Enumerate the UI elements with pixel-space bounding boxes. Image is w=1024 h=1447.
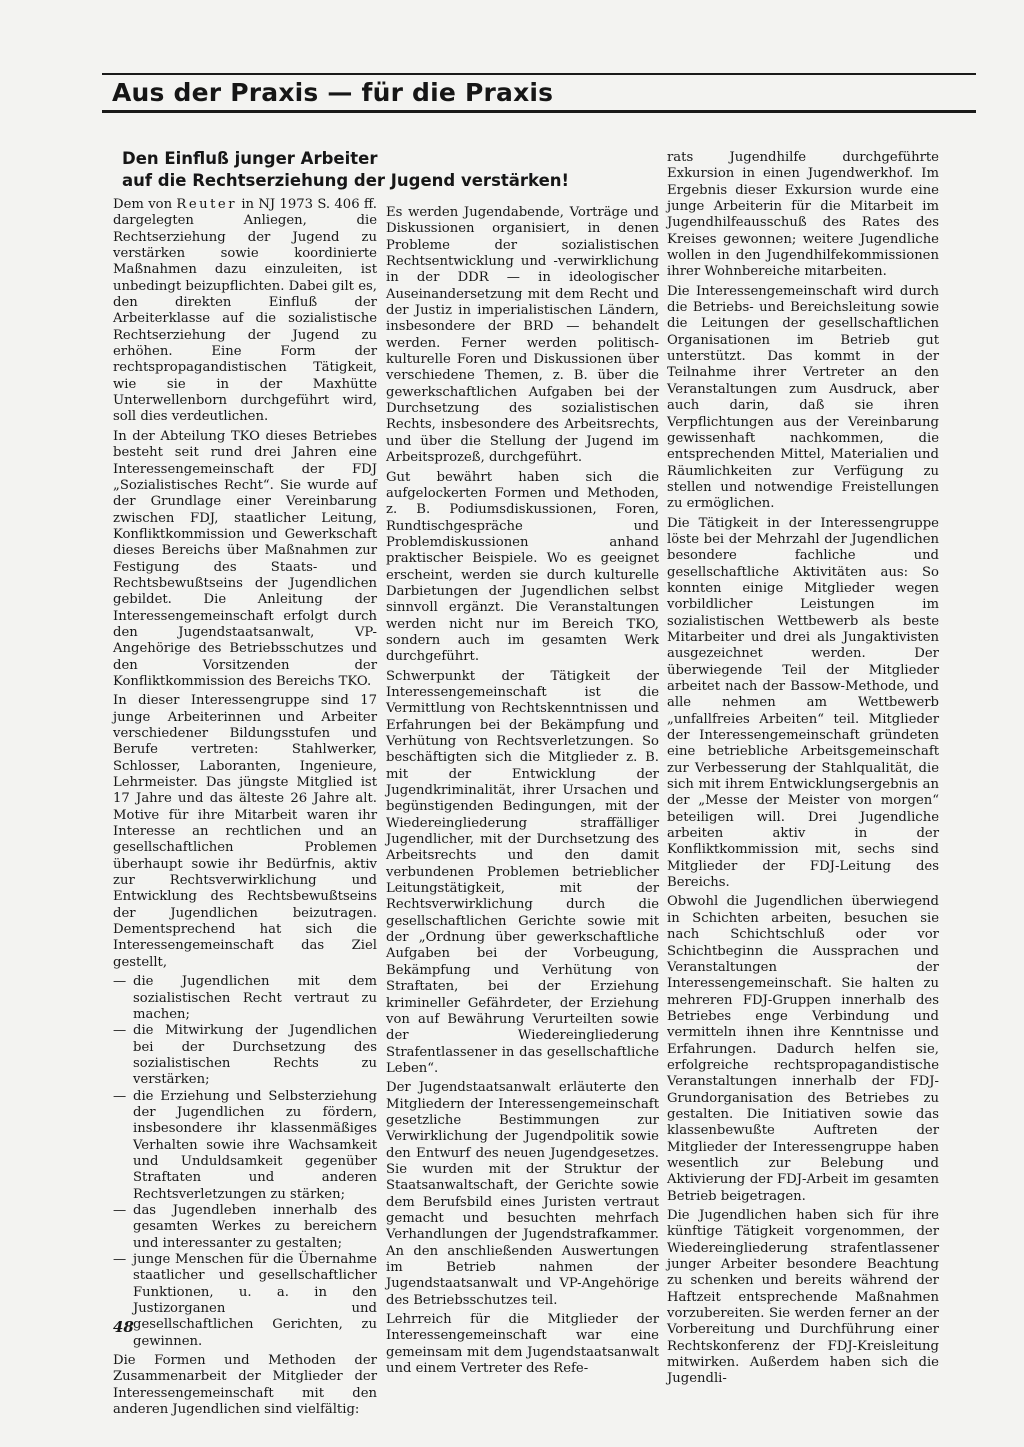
goals-list [113,974,377,1350]
list-item: — die Jugendlichen mit dem sozialistischen Recht vertraut zu machen; [113,974,377,1023]
list-item: — das Jugendleben innerhalb des gesamten Werkes zu bereichern und interessanter zu gestalten; [113,1203,377,1252]
section-banner-title: Aus der Praxis — für die Praxis [112,78,554,107]
paragraph: Es werden Jugendabende, Vorträge und Diskussionen organisiert, in denen Probleme der sozialistischen Rechtsentwicklung und -verwirklichung in der DDR — in ideologischer Auseinandersetzung mit dem Recht und der Justiz in imperialistischen Ländern, insbesondere der BRD — behandelt werden. Ferner werden politisch-kulturelle Foren und Diskussionen über verschiedene Themen, z. B. über die gewerkschaftlichen Aufgaben bei der Durchsetzung des sozialistischen Rechts, insbesondere des Arbeitsrechts, und über die Stellung der Jugend im Arbeitsprozeß, durchgeführt. [386,205,659,466]
page-number: 48 [113,1318,134,1336]
paragraph [113,197,377,426]
section-banner [102,73,976,113]
article-title-line-1: Den Einfluß junger Arbeiter [122,149,378,168]
paragraph: In dieser Interessengruppe sind 17 junge Arbeiterinnen und Arbeiter verschiedener Bildungsstufen und Berufe vertreten: Stahlwerker, Schlosser, Laboranten, Ingenieure, Lehrmeister. Das jüngste Mitglied ist 17 Jahre und das älteste 26 Jahre alt. Motive für ihre Mitarbeit waren ihr Interesse an rechtlichen und an gesellschaftlichen Problemen überhaupt sowie ihr Bedürfnis, aktiv zur Rechtsverwirklichung und Entwicklung des Rechtsbewußtseins der Jugendlichen beizutragen. Dementsprechend hat sich die Interessengemeinschaft das Ziel gestellt, [113,693,377,970]
article-title-line-2: auf die Rechtserziehung der Jugend verstärken! [122,171,570,190]
paragraph: Die Jugendlichen haben sich für ihre künftige Tätigkeit vorgenommen, der Wiedereingliederung strafentlassener junger Arbeiter besondere Beachtung zu schenken und bereits während der Haftzeit entsprechende Maßnahmen vorzubereiten. Sie werden ferner an der Vorbereitung und Durchführung einer Rechtskonferenz der FDJ-Kreisleitung mitwirken. Außerdem haben sich die Jugendli- [667,1208,939,1387]
list-item: — die Erziehung und Selbsterziehung der Jugendlichen zu fördern, insbesondere ihr klassenmäßiges Verhalten sowie ihre Wachsamkeit und Unduldsamkeit gegenüber Straftaten und anderen Rechtsverletzungen zu stärken; [113,1089,377,1203]
paragraph: Schwerpunkt der Tätigkeit der Interessengemeinschaft ist die Vermittlung von Rechtskenntnissen und Erfahrungen bei der Bekämpfung und Verhütung von Rechtsverletzungen. So beschäftigten sich die Mitglieder z. B. mit der Entwicklung der Jugendkriminalität, ihrer Ursachen und begünstigenden Bedingungen, mit der Wiedereingliederung straffälliger Jugendlicher, mit der Durchsetzung des Arbeitsrechts und den damit verbundenen Problemen betrieblicher Leitungstätigkeit, mit der Rechtsverwirklichung durch die gesellschaftlichen Gerichte sowie mit der „Ordnung über gewerkschaftliche Aufgaben bei der Vorbeugung, Bekämpfung und Verhütung von Straftaten, bei der Erziehung krimineller Gefährdeter, der Erziehung von auf Bewährung Verurteilten sowie der Wiedereingliederung Strafentlassener in das gesellschaftliche Leben“. [386,668,659,1076]
paragraph: Die Interessengemeinschaft wird durch die Betriebs- und Bereichsleitung sowie die Leitungen der gesellschaftlichen Organisationen im Betrieb gut unterstützt. Das kommt in der Teilnahme ihrer Vertreter an den Veranstaltungen zum Ausdruck, aber auch darin, daß sie ihren Verpflichtungen aus der Vereinbarung gewissenhaft nachkommen, die entsprechenden Mittel, Materialien und Räumlichkeiten zur Verfügung zu stellen und notwendige Freistellungen zu ermöglichen. [667,283,939,512]
list-item: — die Mitwirkung der Jugendlichen bei der Durchsetzung des sozialistischen Rechts zu verstärken; [113,1023,377,1088]
paragraph: In der Abteilung TKO dieses Betriebes besteht seit rund drei Jahren eine Interessengemeinschaft der FDJ „Sozialistisches Recht“. Sie wurde auf der Grundlage einer Vereinbarung zwischen FDJ, staatlicher Leitung, Konfliktkommission und Gewerkschaft dieses Bereichs über Maßnahmen zur Festigung des Staats- und Rechtsbewußtseins der Jugendlichen gebildet. Die Anleitung der Interessengemeinschaft erfolgt durch den Jugendstaatsanwalt, VP-Angehörige des Betriebsschutzes und den Vorsitzenden der Konfliktkommission des Bereichs TKO. [113,428,377,689]
paragraph: Die Tätigkeit in der Interessengruppe löste bei der Mehrzahl der Jugendlichen besondere fachliche und gesellschaftliche Aktivitäten aus: So konnten einige Mitglieder wegen vorbildlicher Leistungen im sozialistischen Wettbewerb als beste Mitarbeiter und drei als Jungaktivisten ausgezeichnet werden. Der überwiegende Teil der Mitglieder arbeitet nach der Bassow-Methode, und alle nehmen am Wettbewerb „unfallfreies Arbeiten“ teil. Mitglieder der Interessengemeinschaft gründeten eine betriebliche Arbeitsgemeinschaft zur Verbesserung der Stahlqualität, die sich mit ihrem Entwicklungsergebnis an der „Messe der Meister von morgen“ beteiligen will. Drei Jugendliche arbeiten aktiv in der Konfliktkommission mit, sechs sind Mitglieder der FDJ-Leitung des Bereichs. [667,515,939,891]
paragraph: rats Jugendhilfe durchgeführte Exkursion in einen Jugendwerkhof. Im Ergebnis dieser Exkursion wurde eine junge Arbeiterin für die Mitarbeit im Jugendhilfeausschuß des Rates des Kreises gewonnen; weitere Jugendliche wollen in den Jugendhilfekommissionen ihrer Wohnbereiche mitarbeiten. [667,150,939,280]
column-2 [386,205,659,1380]
paragraph-text: in NJ 1973 S. 406 ff. dargelegten Anliegen, die Rechtserziehung der Jugend zu verstärken sowie koordinierte Maßnahmen dazu einzuleiten, ist unbedingt beizupflichten. Dabei gilt es, den direkten Einfluß der Arbeiterklasse auf die sozialistische Rechtserziehung der Jugend zu erhöhen. Eine Form der rechtspropagandistischen Tätigkeit, wie sie in der Maxhütte Unterwellenborn durchgeführt wird, soll dies verdeutlichen. [113,197,377,425]
article-title [122,148,569,192]
paragraph: Obwohl die Jugendlichen überwiegend in Schichten arbeiten, besuchen sie nach Schichtschluß oder vor Schichtbeginn die Aussprachen und Veranstaltungen der Interessengemeinschaft. Sie halten zu mehreren FDJ-Gruppen innerhalb des Betriebes enge Verbindung und vermitteln ihnen ihre Kenntnisse und Erfahrungen. Dadurch helfen sie, erfolgreiche rechtspropagandistische Veranstaltungen innerhalb der FDJ-Grundorganisation des Betriebes zu gestalten. Die Initiativen sowie das klassenbewußte Auftreten der Mitglieder der Interessengruppe haben wesentlich zur Belebung und Aktivierung der FDJ-Arbeit im gesamten Betrieb beigetragen. [667,894,939,1204]
paragraph: Gut bewährt haben sich die aufgelockerten Formen und Methoden, z. B. Podiumsdiskussionen, Foren, Rundtischgespräche und Problemdiskussionen anhand praktischer Beispiele. Wo es geeignet erscheint, werden sie durch kulturelle Darbietungen der Jugendlichen selbst sinnvoll ergänzt. Die Veranstaltungen werden nicht nur im Bereich TKO, sondern auch im gesamten Werk durchgeführt. [386,469,659,665]
column-1 [113,197,377,1421]
author-name: Reuter [176,197,238,212]
paragraph-prefix: Dem von [113,197,177,212]
paragraph: Die Formen und Methoden der Zusammenarbeit der Mitglieder der Interessengemeinschaft mit den anderen Jugendlichen sind vielfältig: [113,1353,377,1418]
list-item: — junge Menschen für die Übernahme staatlicher und gesellschaftlicher Funktionen, u. a. in den Justizorganen und gesellschaftlichen Gerichten, zu gewinnen. [113,1252,377,1350]
paragraph: Der Jugendstaatsanwalt erläuterte den Mitgliedern der Interessengemeinschaft gesetzliche Bestimmungen zur Verwirklichung der Jugendpolitik sowie den Entwurf des neuen Jugendgesetzes. Sie wurden mit der Struktur der Staatsanwaltschaft, der Gerichte sowie dem Berufsbild eines Juristen vertraut gemacht und besuchten mehrfach Verhandlungen der Jugendstrafkammer. An den anschließenden Auswertungen im Betrieb nahmen der Jugendstaatsanwalt und VP-Angehörige des Betriebsschutzes teil. [386,1080,659,1308]
paragraph: Lehrreich für die Mitglieder der Interessengemeinschaft war eine gemeinsam mit dem Jugendstaatsanwalt und einem Vertreter des Refe- [386,1312,659,1377]
column-3 [667,150,939,1391]
